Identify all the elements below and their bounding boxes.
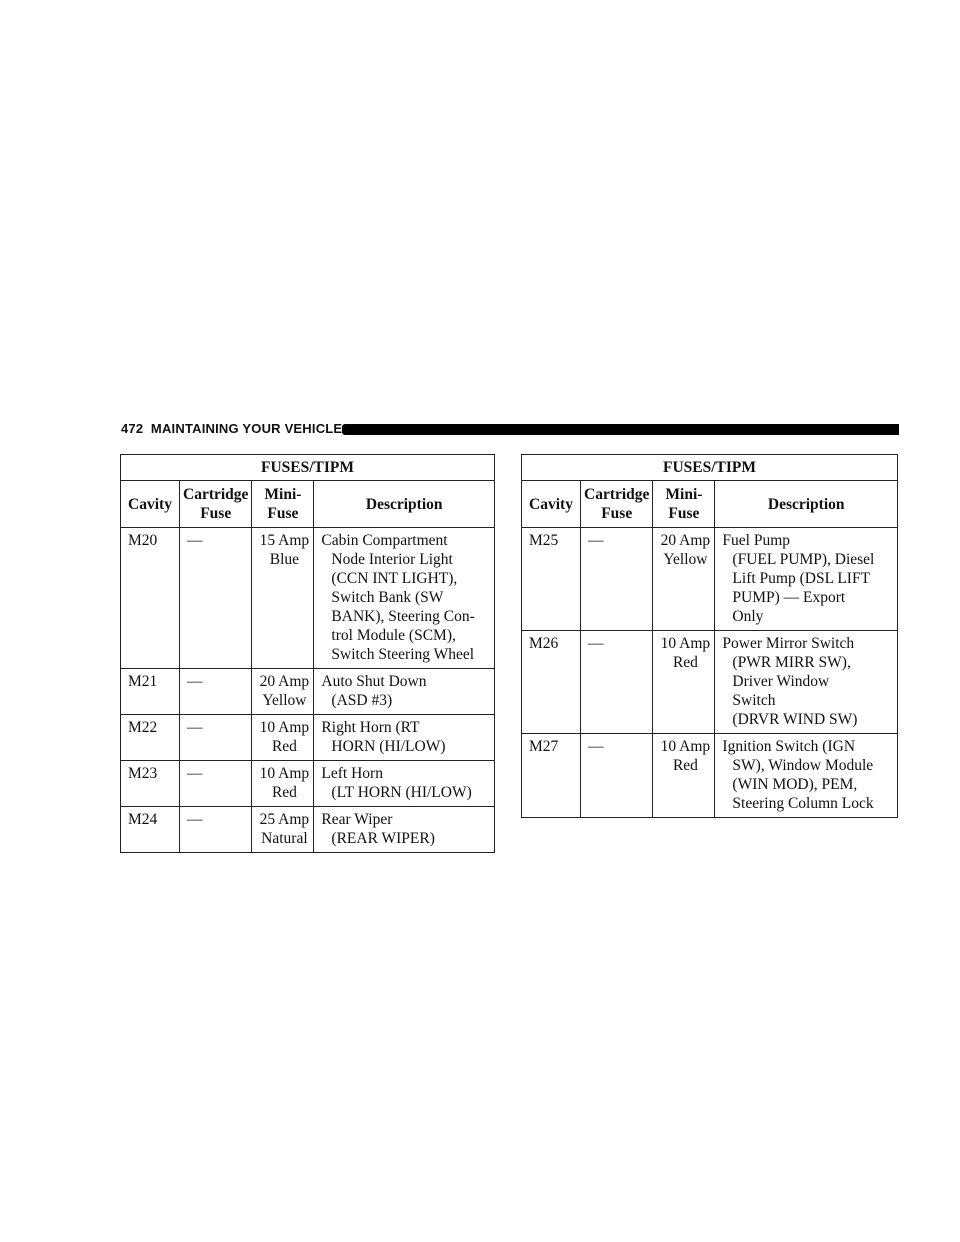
table-title: FUSES/TIPM (121, 455, 495, 481)
section-title: MAINTAINING YOUR VEHICLE (150, 421, 343, 436)
column-header-cavity: Cavity (121, 481, 180, 528)
cavity-cell: M27 (522, 734, 581, 818)
column-header-mini-fuse: Mini- Fuse (653, 481, 715, 528)
table-row (121, 528, 495, 669)
column-header-cartridge-fuse: Cartridge Fuse (180, 481, 252, 528)
fuse-table-right (521, 454, 898, 818)
cartridge-fuse-cell: — (180, 528, 252, 669)
description-cell: Power Mirror Switch (PWR MIRR SW), Driver Window Switch (DRVR WIND SW) (715, 631, 898, 734)
table-row (121, 715, 495, 761)
cartridge-fuse-cell: — (180, 715, 252, 761)
mini-fuse-cell: 25 Amp Natural (252, 807, 314, 853)
column-header-cartridge-fuse: Cartridge Fuse (581, 481, 653, 528)
mini-fuse-cell: 15 Amp Blue (252, 528, 314, 669)
mini-fuse-cell: 10 Amp Red (252, 715, 314, 761)
cartridge-fuse-cell: — (180, 807, 252, 853)
mini-fuse-cell: 20 Amp Yellow (653, 528, 715, 631)
page-number: 472 (121, 421, 144, 436)
running-header (121, 421, 342, 437)
cartridge-fuse-cell: — (581, 631, 653, 734)
cartridge-fuse-cell: — (180, 761, 252, 807)
table-row (121, 761, 495, 807)
description-cell: Auto Shut Down (ASD #3) (314, 669, 495, 715)
table-row (121, 807, 495, 853)
column-header-mini-fuse: Mini- Fuse (252, 481, 314, 528)
mini-fuse-cell: 10 Amp Red (252, 761, 314, 807)
description-cell: Cabin Compartment Node Interior Light (CCN INT LIGHT), Switch Bank (SW BANK), Steering Con- trol Module (SCM), Switch Steering Wheel (314, 528, 495, 669)
column-header-cavity: Cavity (522, 481, 581, 528)
cartridge-fuse-cell: — (581, 528, 653, 631)
mini-fuse-cell: 20 Amp Yellow (252, 669, 314, 715)
table-row (522, 734, 898, 818)
description-cell: Left Horn (LT HORN (HI/LOW) (314, 761, 495, 807)
mini-fuse-cell: 10 Amp Red (653, 734, 715, 818)
description-cell: Right Horn (RT HORN (HI/LOW) (314, 715, 495, 761)
table-body (121, 528, 495, 853)
fuse-table-left (120, 454, 495, 853)
description-cell: Rear Wiper (REAR WIPER) (314, 807, 495, 853)
table-row (522, 631, 898, 734)
table-row (121, 669, 495, 715)
cavity-cell: M25 (522, 528, 581, 631)
cartridge-fuse-cell: — (180, 669, 252, 715)
cavity-cell: M24 (121, 807, 180, 853)
cavity-cell: M21 (121, 669, 180, 715)
description-cell: Ignition Switch (IGN SW), Window Module (WIN MOD), PEM, Steering Column Lock (715, 734, 898, 818)
description-cell: Fuel Pump (FUEL PUMP), Diesel Lift Pump (DSL LIFT PUMP) — Export Only (715, 528, 898, 631)
cartridge-fuse-cell: — (581, 734, 653, 818)
cavity-cell: M23 (121, 761, 180, 807)
cavity-cell: M26 (522, 631, 581, 734)
mini-fuse-cell: 10 Amp Red (653, 631, 715, 734)
cavity-cell: M20 (121, 528, 180, 669)
column-header-description: Description (314, 481, 495, 528)
table-body (522, 528, 898, 818)
page-header (121, 421, 899, 437)
table-title: FUSES/TIPM (522, 455, 898, 481)
cavity-cell: M22 (121, 715, 180, 761)
header-rule (342, 424, 899, 435)
column-header-description: Description (715, 481, 898, 528)
table-row (522, 528, 898, 631)
